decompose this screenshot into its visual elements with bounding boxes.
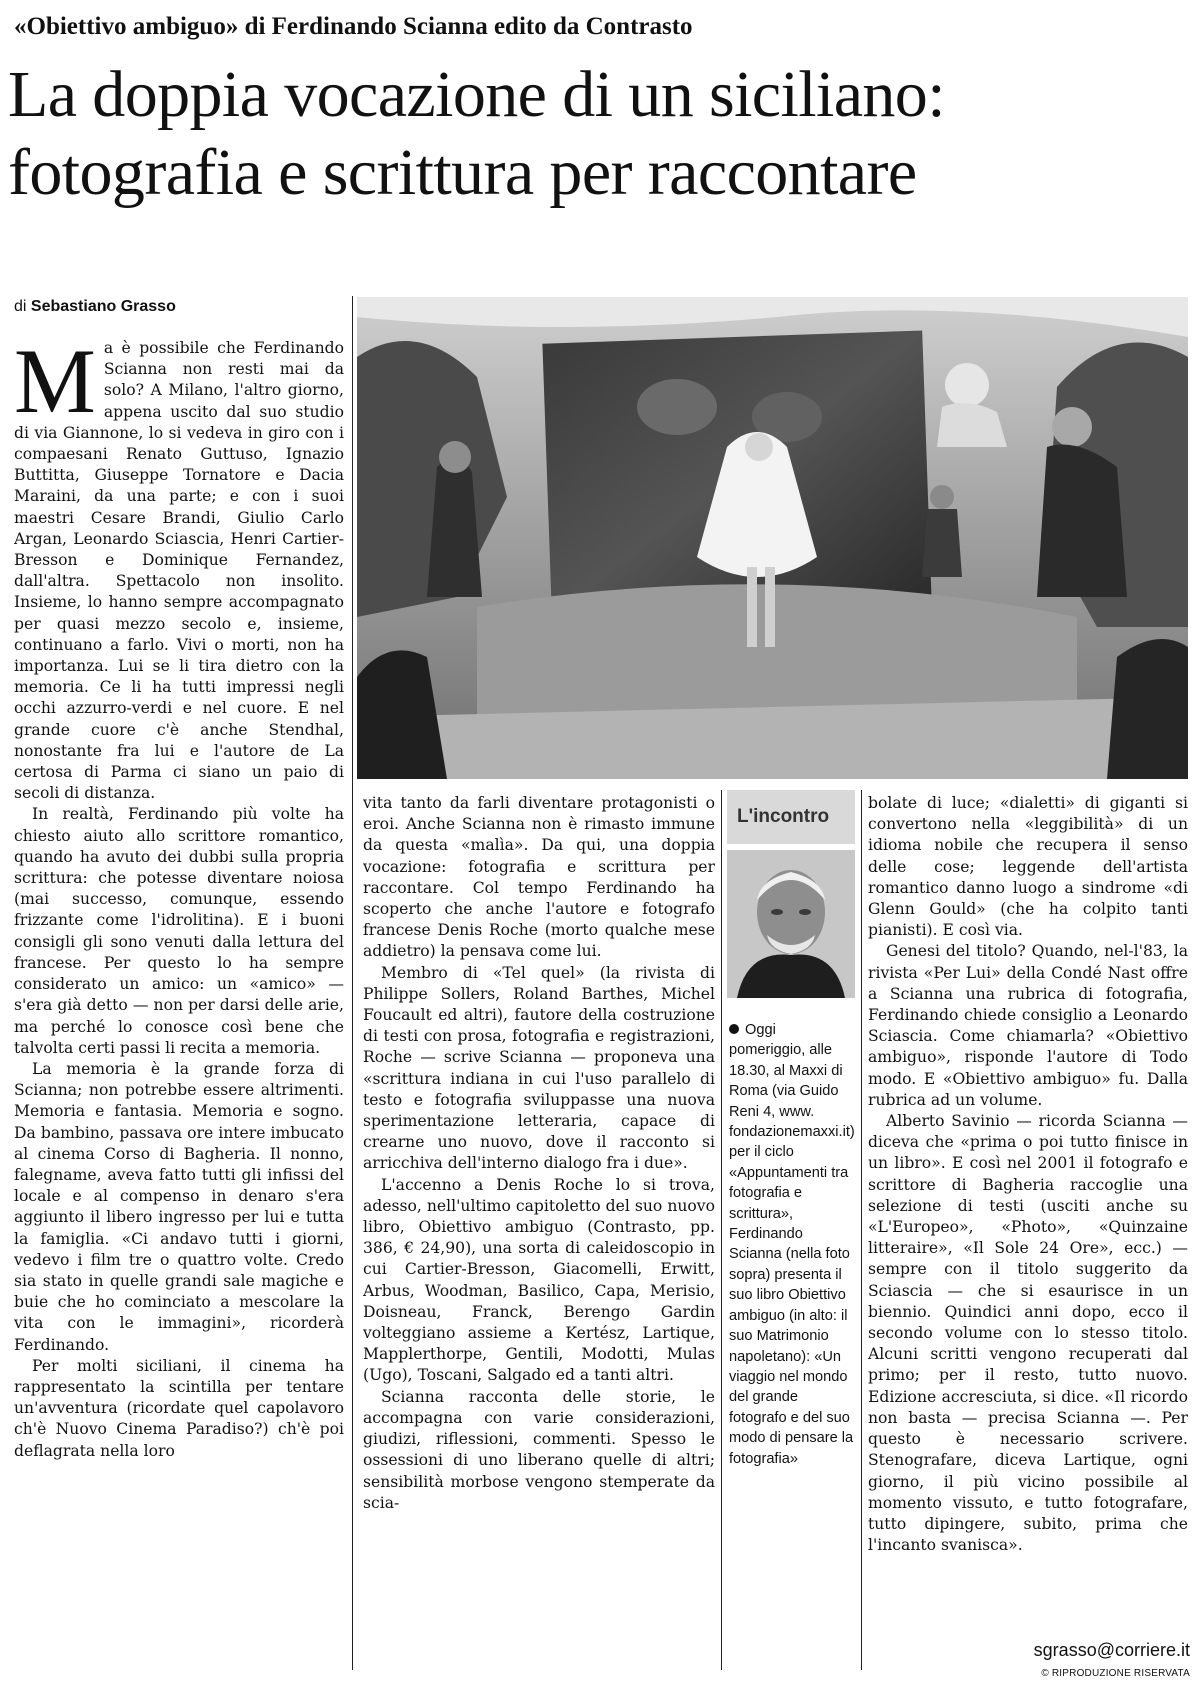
column-divider bbox=[721, 790, 722, 1670]
paragraph: bolate di luce; «dialetti» di giganti si convertono nella «leggibilità» di un idioma nobile che recupera il senso delle cose; leggende dell'artista romantico danno luogo a sindrome «di Glenn Gould» (che ha colpito tanti pianisti). E così via. bbox=[868, 794, 1188, 940]
kicker: «Obiettivo ambiguo» di Ferdinando Scianna edito da Contrasto bbox=[14, 13, 693, 40]
drop-cap: M bbox=[14, 338, 96, 432]
bullet-icon bbox=[729, 1024, 739, 1034]
paragraph: vita tanto da farli diventare protagonisti o eroi. Anche Scianna non è rimasto immune da questa «malìa». Da qui, una doppia vocazione: fotografia e scrittura per raccontare. Col tempo Ferdinando ha scoperto che anche l'autore e fotografo francese Denis Roche (morto qualche mese addietro) la pensava come lui. bbox=[363, 794, 715, 961]
black-and-white-photo bbox=[357, 297, 1188, 779]
column-divider bbox=[861, 790, 862, 1670]
byline-prefix: di bbox=[14, 298, 27, 315]
article-column-1 bbox=[14, 338, 344, 1668]
copyright-notice: © RIPRODUZIONE RISERVATA bbox=[1041, 1668, 1190, 1679]
paragraph: In realtà, Ferdinando più volte ha chiesto aiuto allo scrittore romantico, quando ha avuto dei dubbi sulla propria scrittura: che potesse diventare noiosa (mai successo, comunque, essendo frizzante come l'idrolitina). E i buoni consigli gli sono venuti dalla lettura del francese. Per questo lo ha sempre considerato un amico: un «amico» — s'era già detto — non per darsi delle arie, ma perché lo conosce così bene che talvolta certi passi li recita a memoria. bbox=[14, 805, 344, 1057]
column-divider bbox=[352, 296, 353, 1670]
paragraph: Membro di «Tel quel» (la rivista di Philippe Sollers, Roland Barthes, Michel Foucault ed altri), fautore della costruzione di testi con prosa, fotografia e registrazioni, Roche — scrive Scianna — proponeva una «scrittura indiana in cui l'uso parallelo di testo e fotografia sviluppasse una nuova sperimentazione letteraria, capace di crearne uno nuovo, dove il racconto si arricchiva dell'interno dialogo fra i due». bbox=[363, 963, 715, 1173]
portrait-photo bbox=[727, 850, 855, 998]
article-column-2 bbox=[363, 793, 715, 1670]
sidebar-heading: L'incontro bbox=[727, 790, 855, 844]
article-column-3 bbox=[868, 793, 1188, 1633]
headline bbox=[8, 56, 1188, 212]
paragraph: Genesi del titolo? Quando, nel-l'83, la rivista «Per Lui» della Condé Nast offre a Scianna una rubrica di fotografia, Ferdinando chiede consiglio a Leonardo Sciascia. Come chiamarla? «Obiettivo ambiguo», risponde l'autore di Todo modo. E «Obiettivo ambiguo» fu. Dalla rubrica ad un volume. bbox=[868, 942, 1188, 1109]
portrait-photo-icon bbox=[727, 850, 855, 998]
headline-line-1: La doppia vocazione di un siciliano: bbox=[8, 58, 945, 131]
byline-author: Sebastiano Grasso bbox=[30, 298, 176, 315]
byline bbox=[14, 296, 344, 318]
sidebar-body: Oggi pomeriggio, alle 18.30, al Maxxi di Roma (via Guido Reni 4, www. fondazionemaxxi.it) per il ciclo «Appuntamenti tra fotografia e scrittura», Ferdinando Scianna (nella foto sopra) presenta il suo libro Obiettivo ambiguo (in alto: il suo Matrimonio napoletano): «Un viaggio nel mondo del grande fotografo e del suo modo di pensare la fotografia» bbox=[729, 1022, 855, 1467]
paragraph: L'accenno a Denis Roche lo si trova, adesso, nell'ultimo capitoletto del suo nuovo libro, Obiettivo ambiguo (Contrasto, pp. 386, € 24,90), una sorta di caleidoscopio in cui Cartier-Bresson, Giacomelli, Erwitt, Arbus, Woodman, Basilico, Capa, Merisio, Doisneau, Franck, Berengo Gardin volteggiano assieme a Kertész, Lartique, Mapplerthorpe, Gentili, Modotti, Mulas (Ugo), Toscani, Salgado ed a tanti altri. bbox=[363, 1175, 715, 1385]
paragraph: Scianna racconta delle storie, le accompagna con varie considerazioni, giudizi, riflessioni, commenti. Spesso le ossessioni di uno liberano quelle di altri; sensibilità morbose vengono stemperate da scia- bbox=[363, 1387, 715, 1512]
article-photo bbox=[357, 297, 1188, 779]
paragraph: La memoria è la grande forza di Scianna; non potrebbe essere altrimenti. Memoria e fantasia. Memoria e sogno. Da bambino, passava ore intere imbucato al cinema Corso di Bagheria. Il nonno, falegname, aveva fatto tutti gli infissi del locale e al compenso in denaro s'era aggiunto il libero ingresso per lui e tutta la famiglia. «Ci andavo tutti i giorni, vedevo i film tre o quattro volte. Credo sia stato in quelle grandi sale magiche e buie che ho cominciato a mescolare la vita con le immagini», ricorderà Ferdinando. bbox=[14, 1059, 344, 1354]
sidebar-text bbox=[727, 1020, 855, 1469]
sidebar-box bbox=[727, 790, 855, 1670]
paragraph: Per molti siciliani, il cinema ha rappresentato la scintilla per tentare un'avventura (ricordate quel capolavoro ch'è Nuovo Cinema Paradiso?) ch'è poi deflagrata nella loro bbox=[14, 1356, 344, 1460]
headline-line-2: fotografia e scrittura per raccontare bbox=[8, 136, 917, 209]
paragraph: Alberto Savinio — ricorda Scianna — diceva che «prima o poi tutto finisce in un libro». E così nel 2001 il fotografo e scrittore di Bagheria raccoglie una selezione di testi (usciti anche su «L'Europeo», «Photo», «Quinzaine litteraire», «Il Sole 24 Ore», ecc.) — sempre con il titolo suggerito da Sciascia — che si esaurisce in un biennio. Quindici anni dopo, ecco il secondo volume con lo stesso titolo. Alcuni scritti vengono recuperati dal primo; per il resto, tutto nuovo. Edizione accresciuta, si dice. «Il ricordo non basta — precisa Scianna —. Per questo è necessario scrivere. Stenografare, diceva Lartique, ogni giorno, il più vicino possibile al momento vissuto, e tutto fotografare, tutto dipingere, subito, prima che l'incanto svanisca». bbox=[868, 1112, 1188, 1555]
author-email[interactable]: sgrasso@corriere.it bbox=[1033, 1640, 1190, 1660]
paragraph: a è possibile che Ferdinando Scianna non resti mai da solo? A Milano, l'altro giorno, appena uscito dal suo studio di via Giannone, lo si vedeva in giro con i compaesani Renato Guttuso, Ignazio Buttitta, Giuseppe Tornatore e Dacia Maraini, da una parte; e con i suoi maestri Cesare Brandi, Giulio Carlo Argan, Leonardo Sciascia, Henri Cartier-Bresson e Dominique Fernandez, dall'altra. Spettacolo non insolito. Insieme, lo hanno sempre accompagnato per quasi mezzo secolo e, insieme, continuano a farlo. Vivi o morti, non ha importanza. Lui se li tira dietro con la memoria. Ce li ha tutti impressi negli occhi azzurro-verdi e nel cuore. E nel grande cuore c'è anche Stendhal, nonostante fra lui e l'autore de La certosa di Parma ci siano un paio di secoli di distanza. bbox=[14, 339, 344, 803]
